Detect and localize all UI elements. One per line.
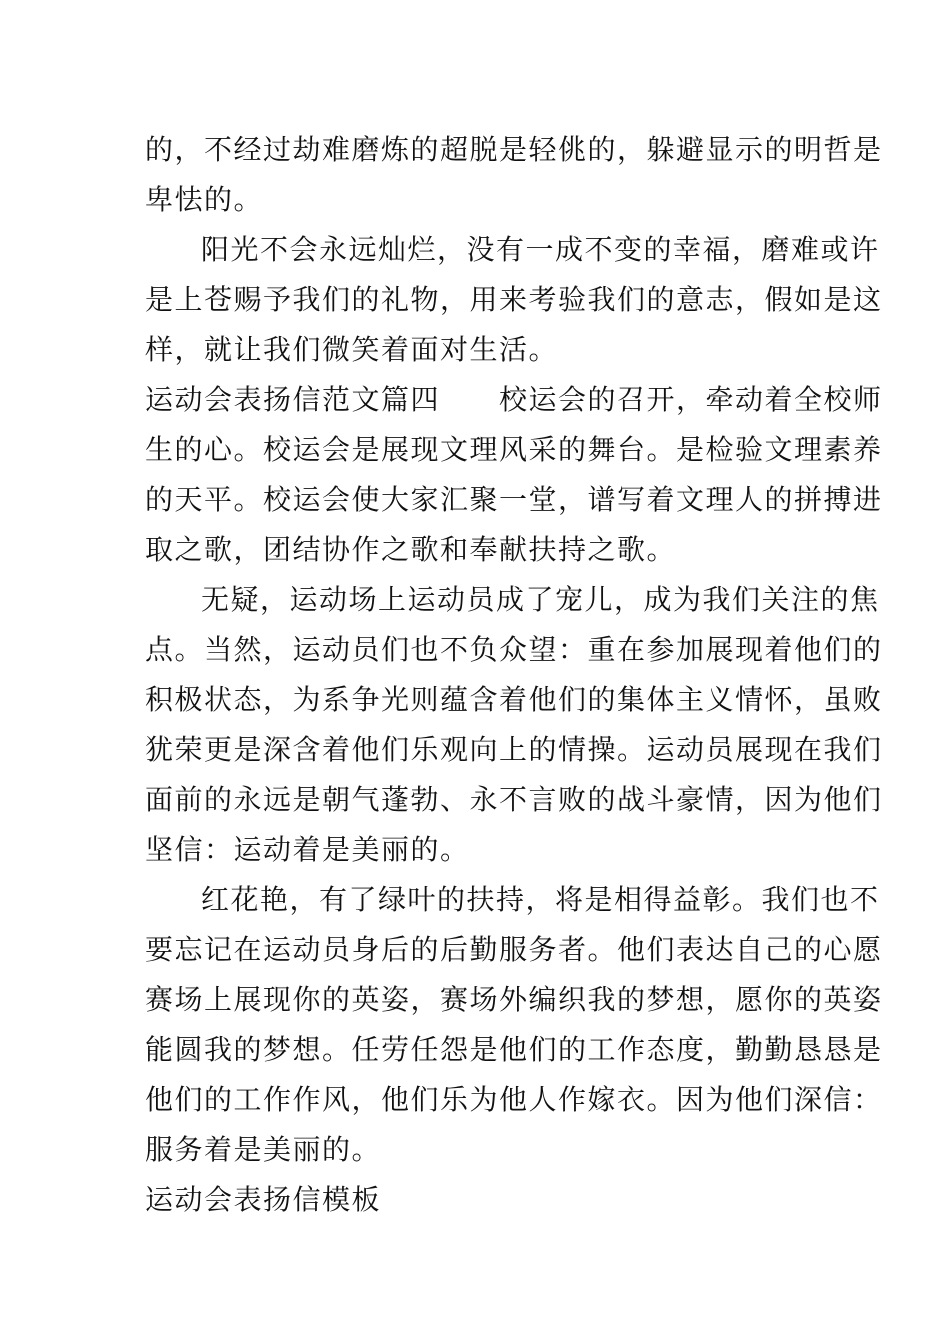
text-line: 取之歌，团结协作之歌和奉献扶持之歌。 (145, 533, 677, 566)
text-line: 犹荣更是深含着他们乐观向上的情操。运动员展现在我们 (145, 733, 883, 766)
text-line: 红花艳，有了绿叶的扶持，将是相得益彰。我们也不 (201, 883, 880, 916)
text-line: 要忘记在运动员身后的后勤服务者。他们表达自己的心愿 (145, 933, 883, 966)
text-line: 无疑，运动场上运动员成了宠儿，成为我们关注的焦 (201, 583, 880, 616)
text-line: 能圆我的梦想。任劳任怨是他们的工作态度，勤勤恳恳是 (145, 1033, 883, 1066)
text-line: 服务着是美丽的。 (145, 1133, 382, 1166)
text-line: 卑怯的。 (145, 183, 264, 216)
text-line: 他们的工作作风，他们乐为他人作嫁衣。因为他们深信： (145, 1083, 883, 1116)
text-line: 样，就让我们微笑着面对生活。 (145, 333, 559, 366)
text-line: 是上苍赐予我们的礼物，用来考验我们的意志，假如是这 (145, 283, 883, 316)
text-line: 点。当然，运动员们也不负众望：重在参加展现着他们的 (145, 633, 883, 666)
text-line: 阳光不会永远灿烂，没有一成不变的幸福，磨难或许 (201, 233, 880, 266)
text-line: 的天平。校运会使大家汇聚一堂，谱写着文理人的拼搏进 (145, 483, 883, 516)
text-line: 的，不经过劫难磨炼的超脱是轻佻的，躲避显示的明哲是 (145, 133, 883, 166)
section-heading: 运动会表扬信模板 (145, 1183, 382, 1216)
text-line: 生的心。校运会是展现文理风采的舞台。是检验文理素养 (145, 433, 883, 466)
text-line: 面前的永远是朝气蓬勃、永不言败的战斗豪情，因为他们 (145, 783, 883, 816)
text-line: 积极状态，为系争光则蕴含着他们的集体主义情怀，虽败 (145, 683, 883, 716)
text-line: 坚信：运动着是美丽的。 (145, 833, 470, 866)
text-line: 赛场上展现你的英姿，赛场外编织我的梦想，愿你的英姿 (145, 983, 883, 1016)
text-line: 运动会表扬信范文篇四 校运会的召开，牵动着全校师 (145, 383, 883, 416)
